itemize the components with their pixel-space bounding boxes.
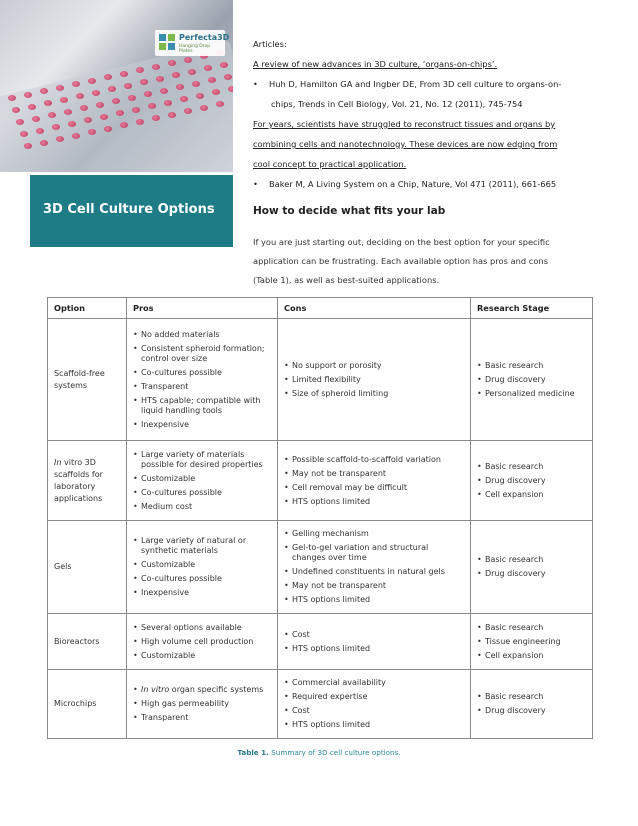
plate-well [104, 126, 112, 132]
plate-well [200, 105, 208, 111]
plate-well [8, 95, 16, 101]
reference-item: • Huh D, Hamilton GA and Ingber DE, From 3D cell culture to organs-on- [253, 79, 562, 89]
stage-cell [471, 319, 593, 441]
plate-well [68, 121, 76, 127]
list-item: • HTS capable; compatible with liquid handling tools [133, 396, 271, 416]
plate-well [112, 98, 120, 104]
list-item: • Customizable [133, 474, 271, 484]
list-item: • Undefined constituents in natural gels [284, 567, 464, 577]
plate-well [132, 107, 140, 113]
review-link[interactable]: A review of new advances in 3D culture, ‘organs-on-chips’. [253, 59, 498, 69]
plate-well [56, 136, 64, 142]
list-item: • Tissue engineering [477, 637, 586, 647]
plate-well [128, 95, 136, 101]
stage-cell [471, 614, 593, 670]
plate-well [60, 97, 68, 103]
plate-well [20, 131, 28, 137]
plate-well [136, 119, 144, 125]
hero-photo [0, 0, 233, 172]
plate-well [64, 109, 72, 115]
reference-item: • Baker M, A Living System on a Chip, Nature, Vol 471 (2011), 661-665 [253, 179, 557, 189]
plate-well [208, 77, 216, 83]
articles-heading: Articles: [253, 39, 287, 49]
plate-well [148, 103, 156, 109]
plate-well [80, 105, 88, 111]
list-item: • Basic research [477, 623, 586, 633]
plate-well [220, 62, 228, 68]
list-item: • Possible scaffold-to-scaffold variation [284, 455, 464, 465]
plate-well [168, 60, 176, 66]
stage-cell [471, 441, 593, 521]
section-heading: How to decide what fits your lab [253, 205, 446, 217]
article-paragraph-line[interactable]: combining cells and nanotechnology. These devices are now edging from [253, 139, 558, 149]
plate-well [140, 79, 148, 85]
intro-line: (Table 1), as well as best-suited applications. [253, 275, 440, 285]
list-item: • Transparent [133, 382, 271, 392]
pros-text-rest: organ specific systems [169, 685, 264, 694]
plate-well [72, 133, 80, 139]
plate-well [120, 71, 128, 77]
list-item: • Drug discovery [477, 706, 586, 716]
plate-well [144, 91, 152, 97]
plate-well [184, 108, 192, 114]
option-cell [48, 521, 127, 614]
article-paragraph-line[interactable]: cool concept to practical application. [253, 159, 407, 169]
plate-well [188, 69, 196, 75]
plate-well [152, 64, 160, 70]
plate-well [164, 100, 172, 106]
option-text: Gels [54, 562, 72, 571]
reference-text: Baker M, A Living System on a Chip, Nature, Vol 471 (2011), 661-665 [269, 179, 557, 189]
plate-well [180, 96, 188, 102]
option-text: Microchips [54, 699, 97, 708]
plate-well [160, 88, 168, 94]
list-item: • High gas permeability [133, 699, 271, 709]
list-item: • Cost [284, 706, 464, 716]
plate-well [136, 67, 144, 73]
list-item: • Cell removal may be difficult [284, 483, 464, 493]
list-item: • Inexpensive [133, 420, 271, 430]
list-item: • Co-cultures possible [133, 368, 271, 378]
plate-well [212, 89, 220, 95]
option-cell [48, 319, 127, 441]
option-text-rest: vitro 3D [61, 457, 96, 467]
perfecta3d-logo [155, 30, 230, 56]
table-row [48, 441, 593, 521]
list-item: • HTS options limited [284, 497, 464, 507]
list-item: • Drug discovery [477, 375, 586, 385]
plate-well [40, 140, 48, 146]
option-cell [48, 614, 127, 670]
list-item: • Gelling mechanism [284, 529, 464, 539]
list-item: • Large variety of natural or synthetic materials [133, 536, 271, 556]
table-header-row [48, 298, 593, 319]
intro-line: If you are just starting out, deciding on the best option for your specific [253, 237, 550, 247]
pros-cell [127, 319, 278, 441]
cons-cell [278, 670, 471, 739]
plate-well [100, 114, 108, 120]
list-item: • Customizable [133, 651, 271, 661]
list-item: • Basic research [477, 692, 586, 702]
table-row [48, 319, 593, 441]
plate-well [16, 119, 24, 125]
list-item: • Inexpensive [133, 588, 271, 598]
plate-well [72, 81, 80, 87]
plate-well [36, 128, 44, 134]
option-text: scaffolds for [54, 469, 103, 479]
reference-text: Huh D, Hamilton GA and Ingber DE, From 3D cell culture to organs-on- [269, 79, 562, 89]
list-item: • May not be transparent [284, 469, 464, 479]
section-banner [30, 175, 233, 247]
pros-italic: In vitro [141, 685, 170, 694]
plate-well [168, 112, 176, 118]
list-item: • Size of spheroid limiting [284, 389, 464, 399]
header-stage: Research Stage [471, 298, 593, 319]
list-item: • Consistent spheroid formation; control over size [133, 344, 271, 364]
list-item: • Cell expansion [477, 490, 586, 500]
plate-well [204, 65, 212, 71]
plate-well [96, 102, 104, 108]
plate-well [24, 92, 32, 98]
list-item: • HTS options limited [284, 720, 464, 730]
list-item: • Large variety of materials possible for desired properties [133, 450, 271, 470]
list-item: • May not be transparent [284, 581, 464, 591]
list-item: • Medium cost [133, 502, 271, 512]
list-item: • Basic research [477, 361, 586, 371]
list-item: • High volume cell production [133, 637, 271, 647]
plate-well [28, 104, 36, 110]
list-item: • HTS options limited [284, 595, 464, 605]
plate-well [116, 110, 124, 116]
list-item: • Commercial availability [284, 678, 464, 688]
list-item: • Basic research [477, 462, 586, 472]
logo-grid-icon [158, 33, 176, 51]
plate-well [152, 115, 160, 121]
list-item: • Customizable [133, 560, 271, 570]
list-item: • Limited flexibility [284, 375, 464, 385]
list-item: • Gel-to-gel variation and structural changes over time [284, 543, 464, 563]
plate-well [108, 86, 116, 92]
list-item: • Drug discovery [477, 476, 586, 486]
plate-well [196, 93, 204, 99]
plate-well [32, 116, 40, 122]
list-item: • Drug discovery [477, 569, 586, 579]
table-row [48, 670, 593, 739]
plate-well [172, 72, 180, 78]
stage-cell [471, 521, 593, 614]
plate-well [216, 101, 224, 107]
list-item: • Required expertise [284, 692, 464, 702]
logo-name: Perfecta3D [179, 33, 230, 42]
option-italic: In [54, 457, 62, 467]
pros-cell [127, 521, 278, 614]
list-item: • No added materials [133, 330, 271, 340]
cons-cell [278, 319, 471, 441]
plate-well [48, 112, 56, 118]
stage-cell [471, 670, 593, 739]
plate-well [92, 90, 100, 96]
list-item: • No support or porosity [284, 361, 464, 371]
plate-well [184, 57, 192, 63]
option-text: Scaffold-free [54, 368, 105, 378]
cons-cell [278, 521, 471, 614]
options-table [47, 297, 593, 739]
list-item: • Cell expansion [477, 651, 586, 661]
plate-well [124, 83, 132, 89]
option-text: laboratory [54, 481, 96, 491]
header-option: Option [48, 298, 127, 319]
caption-label: Table 1. [237, 748, 269, 757]
plate-well [88, 129, 96, 135]
option-text: Bioreactors [54, 636, 100, 646]
option-text: applications [54, 493, 103, 503]
plate-well [156, 76, 164, 82]
plate-well [228, 86, 233, 92]
table-row [48, 521, 593, 614]
plate-well [40, 88, 48, 94]
list-item: • Co-cultures possible [133, 574, 271, 584]
list-item: • Personalized medicine [477, 389, 586, 399]
plate-well [52, 124, 60, 130]
list-item: • HTS options limited [284, 644, 464, 654]
cons-cell [278, 441, 471, 521]
plate-well [88, 78, 96, 84]
intro-paragraph [253, 233, 598, 290]
plate-well [192, 81, 200, 87]
plate-well [56, 85, 64, 91]
option-cell [48, 441, 127, 521]
list-item: • Cost [284, 630, 464, 640]
banner-title: 3D Cell Culture Options [43, 202, 215, 217]
intro-line: application can be frustrating. Each available option has pros and cons [253, 256, 549, 266]
pros-cell [127, 614, 278, 670]
option-cell [48, 670, 127, 739]
list-item: • Co-cultures possible [133, 488, 271, 498]
plate-well [24, 143, 32, 149]
plate-well [224, 74, 232, 80]
plate-well [104, 74, 112, 80]
plate-well [120, 122, 128, 128]
header-pros: Pros [127, 298, 278, 319]
plate-well [44, 100, 52, 106]
logo-tagline: Hanging Drop Plates [179, 44, 211, 54]
table-row [48, 614, 593, 670]
pros-cell [127, 441, 278, 521]
option-text [54, 457, 120, 469]
option-text: systems [54, 380, 88, 390]
cons-cell [278, 614, 471, 670]
plate-well [84, 117, 92, 123]
plate-well [176, 84, 184, 90]
table-caption [0, 748, 638, 757]
articles-block [253, 34, 593, 194]
pros-cell [127, 670, 278, 739]
header-cons: Cons [278, 298, 471, 319]
reference-text-cont: chips, Trends in Cell Biology, Vol. 21, No. 12 (2011), 745-754 [271, 99, 523, 109]
list-item: • Several options available [133, 623, 271, 633]
list-item [133, 685, 271, 695]
plate-well [12, 107, 20, 113]
caption-text: Summary of 3D cell culture options. [268, 748, 401, 757]
list-item: • Basic research [477, 555, 586, 565]
article-paragraph-line[interactable]: For years, scientists have struggled to reconstruct tissues and organs by [253, 119, 556, 129]
plate-well [76, 93, 84, 99]
list-item: • Transparent [133, 713, 271, 723]
